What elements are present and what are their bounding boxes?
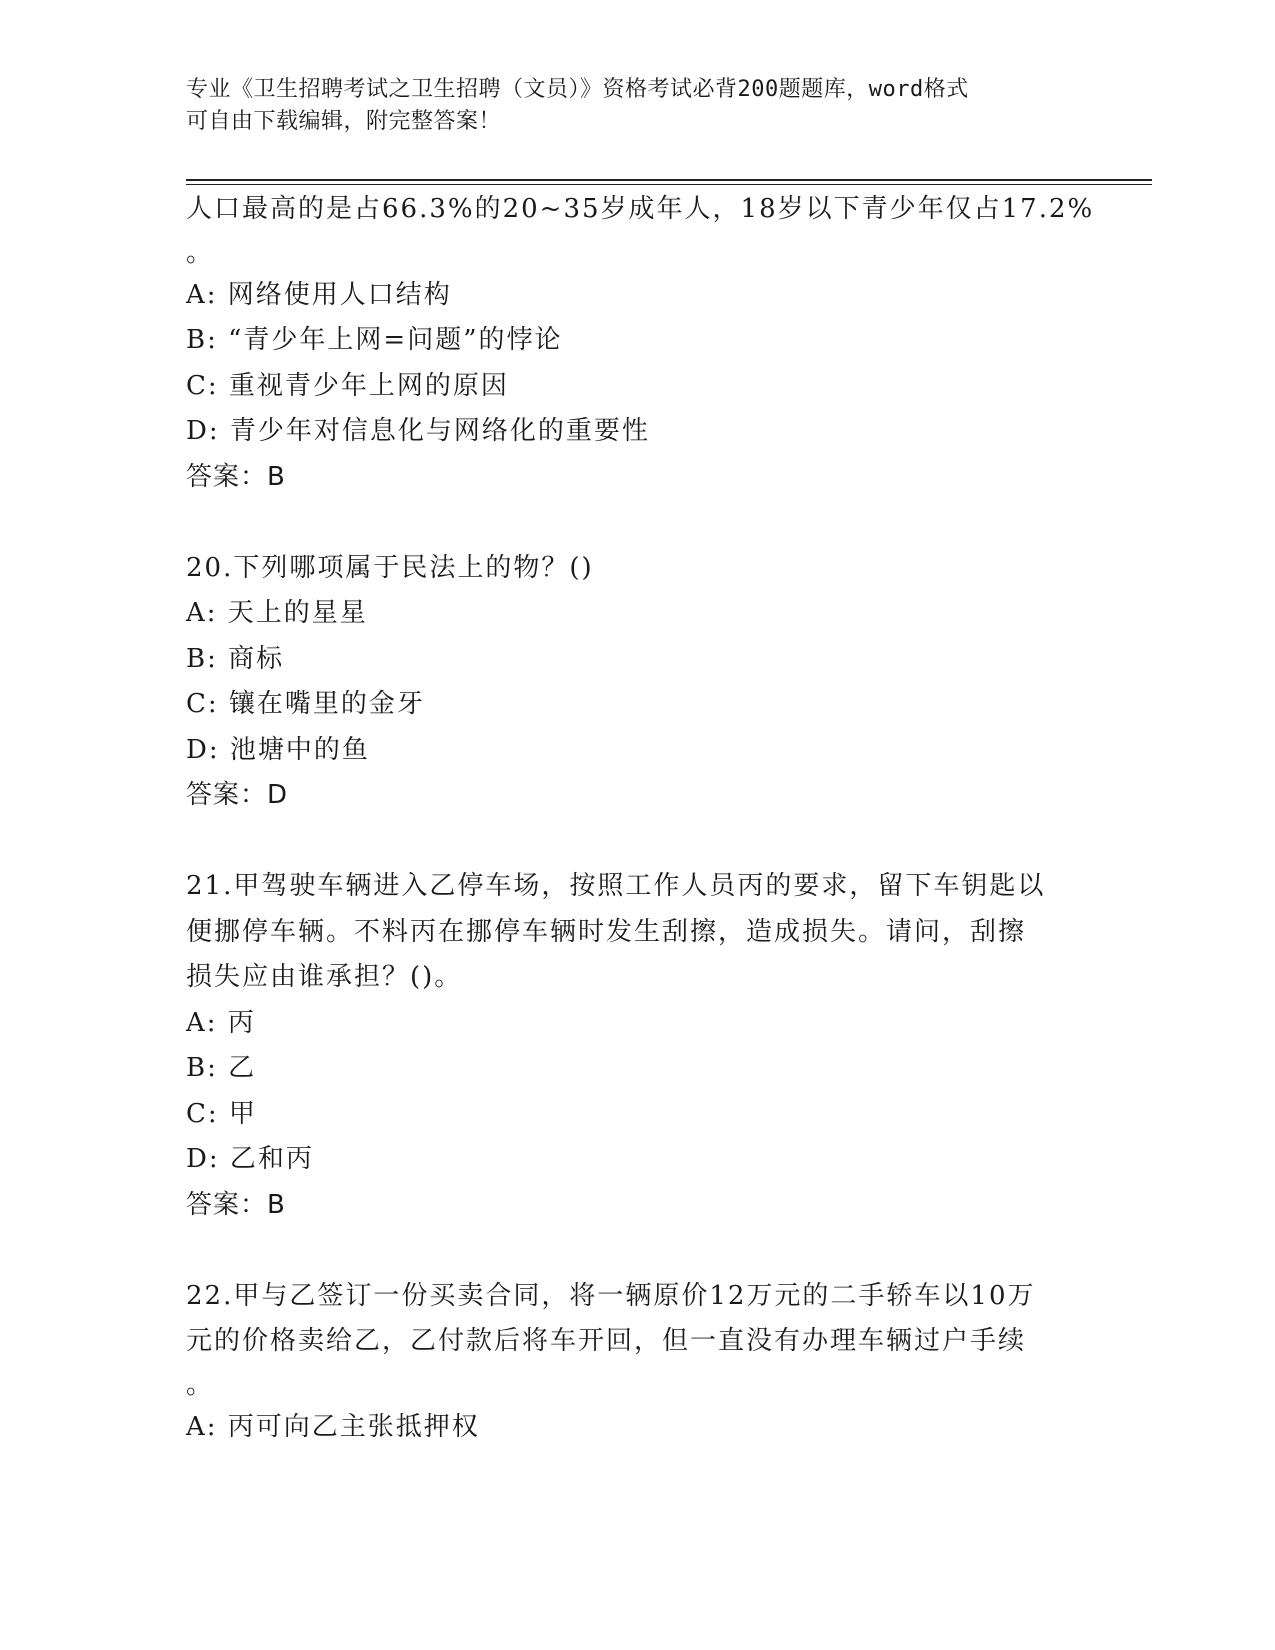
question-text-line: 元的价格卖给乙，乙付款后将车开回，但一直没有办理车辆过户手续: [186, 1326, 1027, 1356]
answer-line: 答案：D: [186, 780, 289, 810]
question-text-line: 20.下列哪项属于民法上的物？(): [186, 552, 594, 583]
question-text-line: 便挪停车辆。不料丙在挪停车辆时发生刮擦，造成损失。请问，刮擦: [186, 916, 1027, 947]
spacer: [186, 1228, 1086, 1274]
answer-line: 答案：B: [186, 461, 286, 492]
question-22: [186, 1274, 1086, 1451]
question-text-line: 21.甲驾驶车辆进入乙停车场，按照工作人员丙的要求，留下车钥匙以: [186, 871, 1046, 901]
header-divider-thin: [186, 184, 1152, 185]
question-text-line: 损失应由谁承担？()。: [186, 962, 463, 992]
option-a: A: 丙: [186, 1007, 256, 1038]
option-d: D: 青少年对信息化与网络化的重要性: [186, 416, 650, 446]
option-c: C: 镶在嘴里的金牙: [186, 689, 425, 719]
option-c: C: 甲: [186, 1098, 257, 1129]
option-c: C: 重视青少年上网的原因: [186, 370, 509, 401]
option-b: B: 乙: [186, 1053, 257, 1083]
header-title-line-1: 专业《卫生招聘考试之卫生招聘（文员）》资格考试必背200题题库，word格式: [186, 77, 969, 102]
question-text-line: 。: [186, 1369, 215, 1400]
option-a: A: 丙可向乙主张抵押权: [186, 1411, 480, 1442]
header-title-line-2: 可自由下载编辑，附完整答案！: [186, 109, 502, 134]
question-19: [186, 187, 1095, 500]
option-d: D: 乙和丙: [186, 1144, 314, 1174]
option-b: B: “青少年上网=问题”的悖论: [186, 325, 563, 355]
header-divider-thick: [186, 179, 1152, 181]
question-20: [186, 546, 1086, 819]
spacer: [186, 819, 1086, 865]
option-a: A: 网络使用人口结构: [186, 279, 452, 310]
question-list: [186, 187, 1095, 1450]
document-header: [186, 74, 1086, 138]
option-b: B: 商标: [186, 643, 285, 674]
answer-line: 答案：B: [186, 1189, 286, 1220]
question-21: [186, 864, 1086, 1228]
question-text-line: 。: [186, 237, 215, 268]
option-d: D: 池塘中的鱼: [186, 734, 370, 765]
question-text-line: 人口最高的是占66.3%的20~35岁成年人，18岁以下青少年仅占17.2%: [186, 194, 1095, 224]
spacer: [186, 500, 1086, 546]
question-text-line: 22.甲与乙签订一份买卖合同，将一辆原价12万元的二手轿车以10万: [186, 1280, 1036, 1311]
option-a: A: 天上的星星: [186, 598, 368, 628]
